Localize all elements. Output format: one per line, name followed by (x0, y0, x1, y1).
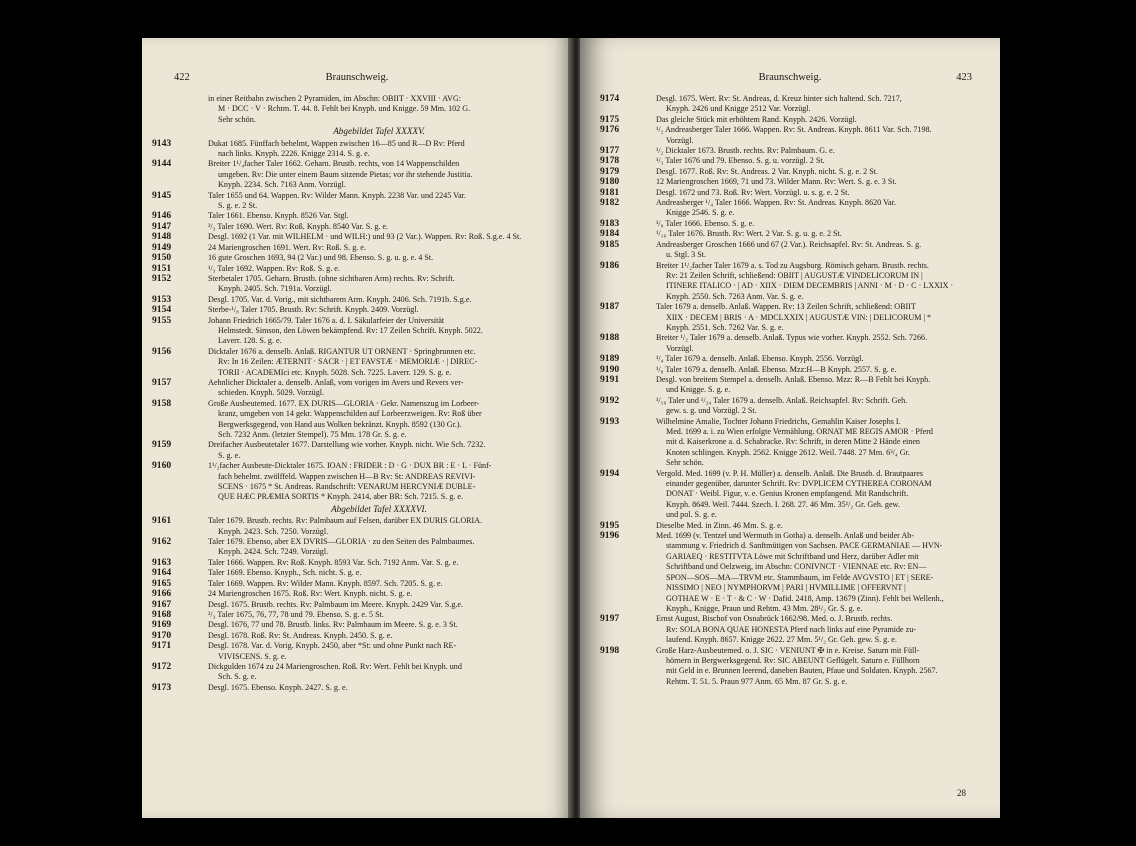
entry-line: Sterbetaler 1705. Geharn. Brustb. (ohne sichtbaren Arm) rechts. Rv: Schrift. (208, 273, 455, 283)
entry-line: ¹/₁₆ Taler 1676. Brustb. Rv: Wert. 2 Var. S. g. u. g. e. 2 St. (656, 229, 842, 239)
entry-number: 9155 (152, 315, 172, 326)
entry-number: 9164 (152, 568, 172, 579)
entry-line: und Knigge. S. g. e. (666, 385, 731, 395)
entry-line: Dukat 1685. Fünffach behelmt, Wappen zwischen 16—85 und R—D Rv: Pferd (208, 138, 465, 148)
entry-line: Med. 1699 a. i. zu Wien erfolgte Vermählung. ORNAT ME REGIS AMOR · Pferd (666, 427, 933, 436)
catalog-entry (152, 620, 566, 630)
entry-line: Knyph. 2550. Sch. 7263 Anm. Var. S. g. e. (666, 291, 804, 301)
entry-number: 9183 (600, 218, 620, 229)
entry-line: Knyph. 2426 und Knigge 2512 Var. Vorzügl. (666, 104, 811, 114)
catalog-entry (600, 521, 976, 531)
entry-number: 9156 (152, 346, 172, 357)
catalog-entry (600, 198, 976, 219)
entry-number: 9190 (600, 364, 620, 375)
entry-line: kranz, umgeben von 14 gekr. Wappenschilden auf Lorbeerzweigen. Rv: Roß über (218, 409, 482, 419)
catalog-entry (600, 614, 976, 645)
entry-line: umgeben. Rv: Die unter einem Baum sitzende Pietas; vor ihr stehende Justitia. (218, 169, 473, 179)
catalog-entry (600, 177, 976, 187)
entry-line: Desgl. von breitem Stempel a. denselb. Anlaß. Ebenso. Mzz: R—B Fehlt bei Knyph. (656, 374, 931, 384)
entry-line: Taler 1669. Ebenso. Knyph., Sch. nicht. S. g. e. (208, 568, 362, 578)
entry-number: 9180 (600, 177, 620, 188)
entry-number: 9181 (600, 187, 620, 198)
entry-line: Breiter ¹/₂ Taler 1679 a. denselb. Anlaß. Typus wie vorher. Knyph. 2552. Sch. 7266. (656, 333, 928, 343)
entry-line: GOTHAE W · E · T · & C · W · Dafid. 2418, Amp. 13679 (Zinn). Fehlt bei Wellenh., (666, 593, 944, 603)
entry-line: GARIAEQ · RESTITVTA Löwe mit Schriftband und Herz, darüber Adler mit (666, 551, 919, 561)
entry-line: Das gleiche Stück mit erhöhtem Rand. Knyph. 2426. Vorzügl. (656, 114, 857, 124)
entry-line: Johann Friedrich 1665/79. Taler 1676 a. d. I. Säkularfeier der Universität (208, 315, 445, 325)
catalog-entry (152, 641, 566, 662)
catalog-entry (152, 243, 566, 253)
entry-number: 9144 (152, 159, 172, 170)
catalog-entry (600, 396, 976, 417)
entry-line: 16 gute Groschen 1693, 94 (2 Var.) und 98. Ebenso. S. g. u. g. e. 4 St. (208, 253, 434, 263)
entry-number: 9187 (600, 302, 620, 313)
entry-line: mit Geld in e. Brunnen leerend, daneben Bauten, Pfaue und Soldaten. Knyph. 2567. (666, 666, 938, 676)
entry-line: Große Ausbeutemed. 1677. EX DURIS—GLORIA · Gekr. Namenszug im Lorbeer- (208, 398, 480, 408)
entry-number: 9173 (152, 682, 172, 693)
entry-line: Knyph. 2424. Sch. 7249. Vorzügl. (218, 547, 329, 557)
entry-line: ¹/₂ Andreasberger Taler 1666. Wappen. Rv: St. Andreas. Knyph. 8611 Var. Sch. 7198. (656, 125, 932, 135)
entry-line: in einer Reitbahn zwischen 2 Pyramiden, im Abschn: OBIIT · XXVIII · AVG: (208, 94, 462, 103)
entry-number: 9172 (152, 661, 172, 672)
catalog-entry (152, 347, 566, 378)
entry-number: 9196 (600, 531, 620, 542)
catalog-entry (600, 125, 976, 146)
entry-number: 9143 (152, 138, 172, 149)
entry-number: 9159 (152, 440, 172, 451)
entry-line: ¹/₈ Taler 1666. Ebenso. S. g. e. (656, 218, 755, 228)
entry-line: Andreasberger Groschen 1666 und 67 (2 Var.). Reichsapfel. Rv: St. Andreas. S. g. (656, 239, 922, 249)
entry-number: 9161 (152, 516, 172, 527)
entry-number: 9193 (600, 416, 620, 427)
left-column (152, 94, 566, 693)
entry-line: 24 Mariengroschen 1675. Roß. Rv: Wert. Knyph. nicht. S. g. e. (208, 589, 413, 599)
right-column (600, 94, 976, 687)
entry-line: Sch. 7232 Anm. (letzter Stempel). 75 Mm. 178 Gr. S. g. e. (218, 430, 407, 439)
entry-line: XIIX · DECEM | BRIS · A · MDCLXXIX | AUGUSTÆ VIN: | DELICORUM | * (666, 312, 932, 322)
catalog-entry (152, 610, 566, 620)
entry-line: Taler 1679. Ebenso, aber EX DVRIS—GLORIA · zu den Seiten des Palmbaumes. (208, 537, 475, 547)
left-page-number: 422 (174, 72, 190, 83)
entry-line: Desgl. 1675. Ebenso. Knyph. 2427. S. g. e. (208, 682, 348, 692)
entry-line: Aehnlicher Dicktaler a. denselb. Anlaß, vom vorigen im Avers und Revers ver- (208, 377, 464, 387)
entry-line: Ernst August, Bischof von Osnabrück 1662/98. Med. o. J. Brustb. rechts. (656, 614, 893, 624)
entry-number: 9153 (152, 294, 172, 305)
entry-line: Taler 1669. Wappen. Rv: Wilder Mann. Knyph. 8597. Sch. 7205. S. g. e. (208, 578, 443, 588)
catalog-entry (152, 139, 566, 160)
entry-line: Rv: In 16 Zeilen: ÆTERNIT · SACR · | ET FAVSTÆ · MEMORIÆ · | DIREC- (218, 357, 478, 367)
entry-line: Taler 1666. Wappen. Rv: Roß. Knyph. 8593 Var. Sch. 7192 Anm. Var. S. g. e. (208, 557, 459, 567)
entry-line: Med. 1699 (v. Tentzel und Wermuth in Gotha) a. denselb. Anlaß und beider Ab- (656, 531, 915, 541)
entry-number: 9146 (152, 211, 172, 222)
entry-number: 9149 (152, 242, 172, 253)
entry-line: Taler 1679 a. denselb. Anlaß. Wappen. Rv: 13 Zeilen Schrift, schließend: OBIIT (656, 302, 916, 312)
entry-line: Knyph. 2405. Sch. 7191a. Vorzügl. (218, 284, 332, 294)
catalog-entry (152, 399, 566, 441)
catalog-entry (152, 631, 566, 641)
entry-line: schieden. Knyph. 5029. Vorzügl. (218, 388, 325, 398)
catalog-entry (152, 264, 566, 274)
entry-line: SPON—SOS—MA—TRVM etc. Stammbaum, im Felde AVGVSTO | ET | SERE- (666, 572, 934, 582)
entry-line: Laverr. 128. S. g. e. (218, 336, 282, 346)
entry-number: 9166 (152, 589, 172, 600)
catalog-entry (600, 469, 976, 521)
catalog-entry (600, 646, 976, 688)
catalog-entry (152, 253, 566, 263)
entry-line: Vergold. Med. 1699 (v. P. H. Müller) a. denselb. Anlaß. Die Brustb. d. Brautpaares (656, 468, 924, 478)
entry-line: Taler 1655 und 64. Wappen. Rv: Wilder Mann. Knyph. 2238 Var. und 2245 Var. (208, 190, 466, 200)
entry-line: Dreifacher Ausbeutetaler 1677. Darstellung wie vorher. Knyph. nicht. Wie Sch. 7232. (208, 440, 486, 450)
entry-number: 9197 (600, 614, 620, 625)
catalog-entry (600, 531, 976, 614)
entry-number: 9158 (152, 398, 172, 409)
entry-line: 24 Mariengroschen 1691. Wert. Rv: Roß. S. g. e. (208, 242, 366, 252)
entry-number: 9198 (600, 645, 620, 656)
catalog-entry (152, 305, 566, 315)
catalog-entry (152, 378, 566, 399)
entry-number: 9192 (600, 395, 620, 406)
entry-line: ²/₃ Taler 1690. Wert. Rv: Roß. Knyph. 8540 Var. S. g. e. (208, 221, 389, 231)
entry-number: 9176 (600, 125, 620, 136)
entry-line: Andreasberger ¹/₄ Taler 1666. Wappen. Rv: St. Andreas. Knyph. 8620 Var. (656, 198, 896, 208)
catalog-entry (600, 115, 976, 125)
entry-line: hörnern in Bergwerksgegend. Rv: SIC ABEUNT Geflügelt. Saturn e. Füllhorn (666, 655, 920, 665)
entry-line: u. Stgl. 3 St. (666, 250, 707, 260)
entry-number: 9189 (600, 354, 620, 365)
entry-line: Desgl. 1705. Var. d. Vorig., mit sichtbarem Arm. Knyph. 2406. Sch. 7191b. S.g.e. (208, 294, 472, 304)
entry-line: mit d. Kaiserkrone a. d. Schabracke. Rv: Schrift, in deren Mitte 2 Hände einen (666, 437, 920, 447)
entry-number: 9163 (152, 557, 172, 568)
catalog-entry (152, 683, 566, 693)
entry-line: Knyph., Knigge, Praun und Rehtm. 43 Mm. 28¹/₂ Gr. S. g. e. (666, 603, 863, 613)
catalog-entry (152, 274, 566, 295)
entry-line: Sehr schön. (666, 458, 704, 468)
entry-number: 9175 (600, 114, 620, 125)
catalog-entry (152, 159, 566, 190)
entry-number: 9174 (600, 94, 620, 104)
entry-line: fach behelmt. zwölffeld. Wappen zwischen H—B Rv: St: ANDREAS REVIVI- (218, 471, 476, 481)
catalog-entry (152, 589, 566, 599)
catalog-entry (152, 232, 566, 242)
catalog-entry (600, 240, 976, 261)
entry-line: ¹/₃ Taler 1676 und 79. Ebenso. S. g. u. vorzügl. 2 St. (656, 156, 825, 166)
catalog-entry (600, 261, 976, 303)
entry-line: Helmstedt. Simson, den Löwen bekämpfend. Rv: 17 Zeilen Schrift. Knyph. 5022. (218, 325, 483, 335)
entry-line: gew. s. g. und Vorzügl. 2 St. (666, 406, 757, 416)
entry-line: Desgl. 1676, 77 und 78. Brustb. links. Rv: Palmbaum im Meere. S. g. e. 3 St. (208, 620, 458, 630)
catalog-entry (600, 417, 976, 469)
entry-number: 9154 (152, 305, 172, 316)
catalog-entry (600, 156, 976, 166)
entry-number: 9185 (600, 239, 620, 250)
catalog-entry (600, 219, 976, 229)
entry-line: Knoten schlingen. Knyph. 2562. Knigge 2612. Weil. 7448. 27 Mm. 6³/₄ Gr. (666, 447, 910, 457)
catalog-entry (152, 516, 566, 537)
entry-line: Desgl. 1678. Roß. Rv: St. Andreas. Knyph. 2450. S. g. e. (208, 630, 393, 640)
catalog-entry (152, 600, 566, 610)
left-running-head: Braunschweig. (325, 72, 389, 83)
entry-line: 1¹/₂facher Ausbeute-Dicktaler 1675. IOAN : FRIDER : D · G · DUX BR : E · L · Fünf- (208, 461, 492, 471)
entry-number: 9184 (600, 229, 620, 240)
entry-number: 9188 (600, 333, 620, 344)
entry-line: ¹/₄ Taler 1679 a. denselb. Anlaß. Ebenso. Knyph. 2556. Vorzügl. (656, 354, 864, 364)
entry-line: Knyph. 8649. Weil. 7444. Szech. I. 268. 27. 46 Mm. 35¹/₂ Gr. Geh. gew. (666, 499, 900, 509)
entry-line: S. g. e. 2 St. (218, 201, 258, 211)
entry-number: 9160 (152, 461, 172, 472)
entry-number: 9177 (600, 146, 620, 157)
entry-number: 9152 (152, 273, 172, 284)
entry-number: 9167 (152, 599, 172, 610)
catalog-entry (600, 94, 976, 115)
entry-line: NISSIMO | NEO | NYMPHORVM | PARI | HVMILLIME | OFFERVNT | (666, 583, 906, 593)
catalog-entry (152, 579, 566, 589)
entry-line: VIVISCENS. S. g. e. (218, 651, 287, 661)
entry-number: 9168 (152, 609, 172, 620)
left-page (142, 38, 572, 818)
entry-line: Taler 1679. Brustb. rechts. Rv: Palmbaum auf Felsen, darüber EX DURIS GLORIA. (208, 516, 483, 526)
entry-line: ¹/₈ Taler 1679 a. denselb. Anlaß. Ebenso. Mzz:H—B Knyph. 2557. S. g. e. (656, 364, 897, 374)
entry-line: Knigge 2546. S. g. e. (666, 208, 735, 218)
catalog-entry (152, 662, 566, 683)
entry-line: Desgl. 1692 (1 Var. mit WILHELM · und WILH:) und 93 (2 Var.). Wappen. Rv: Roß. S.g.e. 4 St. (208, 232, 522, 242)
entry-number: 9151 (152, 263, 172, 274)
entry-line: Schriftband und Oelzweig, im Abschn: CONIVNCT · VIENNAE etc. Rv: EN— (666, 562, 927, 572)
entry-number: 9171 (152, 641, 172, 652)
plate-caption: Abgebildet Tafel XXXXVI. (331, 503, 427, 514)
entry-line: nach links. Knyph. 2226. Knigge 2314. S. g. e. (218, 149, 370, 159)
entry-number: 9194 (600, 468, 620, 479)
catalog-entry (152, 537, 566, 558)
entry-line: Dicktaler 1676 a. denselb. Anlaß. RIGANTUR UT ORNENT · Springbrunnen etc. (208, 346, 476, 356)
entry-line: Breiter 1¹/₄facher Taler 1662. Geharn. Brustb. rechts, von 14 Wappenschilden (208, 159, 460, 169)
catalog-entry (600, 354, 976, 364)
catalog-entry (152, 440, 566, 461)
catalog-entry (152, 568, 566, 578)
entry-number: 9179 (600, 166, 620, 177)
entry-number: 9195 (600, 520, 620, 531)
catalog-entry (152, 558, 566, 568)
entry-line: Taler 1661. Ebenso. Knyph. 8526 Var. Stgl. (208, 211, 349, 221)
entry-line: einander gegenüber, darunter Schrift. Rv: DVPLICEM CYTHEREA CORONAM (666, 479, 932, 489)
entry-line: Bergwerksgegend, von Hand aus Wolken bekränzt. Knyph. 8592 (130 Gr.). (218, 419, 462, 429)
catalog-entry (600, 375, 976, 396)
entry-line: Desgl. 1675. Wert. Rv: St. Andreas, d. Kreuz hinter sich haltend. Sch. 7217, (656, 94, 902, 103)
entry-number: 9191 (600, 374, 620, 385)
entry-line: Rv: 21 Zeilen Schrift, schließend: OBIIT | AUGUSTÆ VINDELICORUM IN | (666, 270, 923, 280)
entry-number: 9165 (152, 578, 172, 589)
entry-line: 12 Mariengroschen 1669, 71 und 73. Wilder Mann. Rv: Wert. S. g. e. 3 St. (656, 177, 897, 187)
entry-line: Dieselbe Med. in Zinn. 46 Mm. S. g. e. (656, 520, 783, 530)
entry-line: Desgl. 1678. Var. d. Vorig. Knyph. 2450, aber *St: und ohne Punkt nach RE- (208, 641, 457, 651)
entry-line: M · DCC · V · Rchtm. T. 44. 8. Fehlt bei Knyph. und Knigge. 59 Mm. 102 G. (218, 104, 471, 114)
right-page (580, 38, 1000, 818)
entry-number: 9182 (600, 198, 620, 209)
catalog-entry (152, 316, 566, 347)
entry-line: Desgl. 1672 und 73. Roß. Rv: Wert. Vorzügl. u. s. g. e. 2 St. (656, 187, 850, 197)
entry-number: 9157 (152, 377, 172, 388)
entry-line: SCENS · 1675 * St. Andreas. Randschrift: VENARUM HERCYNIÆ DUBLE- (218, 482, 476, 492)
entry-line: S. g. e. (218, 450, 241, 460)
entry-line: Dickgulden 1674 zu 24 Mariengroschen. Roß. Rv: Wert. Fehlt bei Knyph. und (208, 661, 462, 671)
entry-line: Rehtm. T. 51. 5. Praun 977 Anm. 65 Mm. 87 Gr. S. g. e. (666, 676, 848, 686)
entry-number: 9170 (152, 630, 172, 641)
entry-number: 9186 (600, 260, 620, 271)
catalog-entry (600, 333, 976, 354)
catalog-entry (152, 211, 566, 221)
entry-line: Desgl. 1675. Brustb. rechts. Rv: Palmbaum im Meere. Knyph. 2429 Var. S.g.e. (208, 599, 464, 609)
entry-line: ¹/₁₆ Taler und ¹/₂₄ Taler 1679 a. denselb. Anlaß. Reichsapfel. Rv: Schrift. Geh. (656, 395, 908, 405)
catalog-entry (152, 461, 566, 503)
right-running-head: Braunschweig. (758, 72, 822, 83)
entry-line: stammung v. Friedrich d. Sanftmütigen von Sachsen. PACE GERMANIAE — HVN- (666, 541, 943, 551)
entry-line: TORII · ACADEMIci etc. Knyph. 5028. Sch. 7225. Laverr. 129. S. g. e. (218, 367, 452, 377)
entry-number: 9145 (152, 190, 172, 201)
entry-line: ²/₃ Taler 1675, 76, 77, 78 und 79. Ebenso. S. g. e. 5 St. (208, 609, 384, 619)
catalog-entry (152, 94, 566, 125)
catalog-entry (600, 188, 976, 198)
entry-line: Knyph. 2423. Sch. 7250. Vorzügl. (218, 526, 329, 536)
entry-number: 9169 (152, 620, 172, 631)
entry-line: Sterbe-¹/₈ Taler 1705. Brustb. Rv: Schrift. Knyph. 2409. Vorzügl. (208, 305, 419, 315)
catalog-entry (152, 191, 566, 212)
entry-line: Rv: SOLA BONA QUAE HONESTA Pferd nach links auf eine Pyramide zu- (666, 624, 916, 634)
catalog-entry (600, 302, 976, 333)
signature-mark: 28 (957, 788, 966, 798)
catalog-entry (600, 365, 976, 375)
entry-line: ¹/₃ Taler 1692. Wappen. Rv: Roß. S. g. e. (208, 263, 340, 273)
catalog-entry (152, 222, 566, 232)
entry-line: Vorzügl. (666, 135, 694, 145)
catalog-entry (600, 229, 976, 239)
entry-line: DONAT · Weibl. Figur, v. e. Genius Kronen empfangend. Mit Randschrift. (666, 489, 909, 499)
catalog-entry (600, 167, 976, 177)
catalog-entry (600, 146, 976, 156)
entry-line: Knyph. 2234. Sch. 7163 Anm. Vorzügl. (218, 180, 346, 190)
entry-line: Sch. S. g. e. (218, 672, 257, 682)
plate-caption: Abgebildet Tafel XXXXV. (333, 126, 425, 137)
entry-line: Desgl. 1677. Roß. Rv: St. Andreas. 2 Var. Knyph. nicht. S. g. e. 2 St. (656, 166, 878, 176)
entry-line: Wilhelmine Amalie, Tochter Johann Friedrichs, Gemahlin Kaiser Josephs I. (656, 416, 901, 426)
entry-line: Knyph. 2551. Sch. 7262 Var. S. g. e. (666, 322, 784, 332)
entry-line: ¹/₂ Dicktaler 1673. Brustb. rechts. Rv: Palmbaum. G. e. (656, 146, 835, 156)
entry-number: 9162 (152, 537, 172, 548)
entry-number: 9147 (152, 221, 172, 232)
entry-line: und pol. S. g. e. (666, 510, 717, 520)
entry-line: Große Harz-Ausbeutemed. o. J. SIC · VENIUNT ✠ in e. Kreise. Saturn mit Füll- (656, 645, 920, 655)
entry-number: 9148 (152, 232, 172, 243)
entry-line: laufend. Knyph. 8657. Knigge 2622. 27 Mm. 5¹/₂ Gr. Geh. gew. S. g. e. (666, 635, 897, 645)
catalog-entry (152, 295, 566, 305)
right-page-number: 423 (956, 72, 972, 83)
entry-line: ITINERE ITALICO · | AD · XIIX · DIEM DECEMBRIS | ANNI · M · D · C · LXXIX · (666, 281, 954, 291)
entry-line: QUE HÆC PRÆMIA SORTIS * Knyph. 2414, aber BR: Sch. 7215. S. g. e. (218, 492, 464, 502)
entry-line: Breiter 1¹/₂facher Taler 1679 a. s. Tod zu Augsburg. Römisch geharn. Brustb. rechts. (656, 260, 929, 270)
entry-line: Sehr schön. (218, 114, 256, 124)
entry-line: Vorzügl. (666, 343, 694, 353)
entry-number: 9178 (600, 156, 620, 167)
entry-number: 9150 (152, 253, 172, 264)
